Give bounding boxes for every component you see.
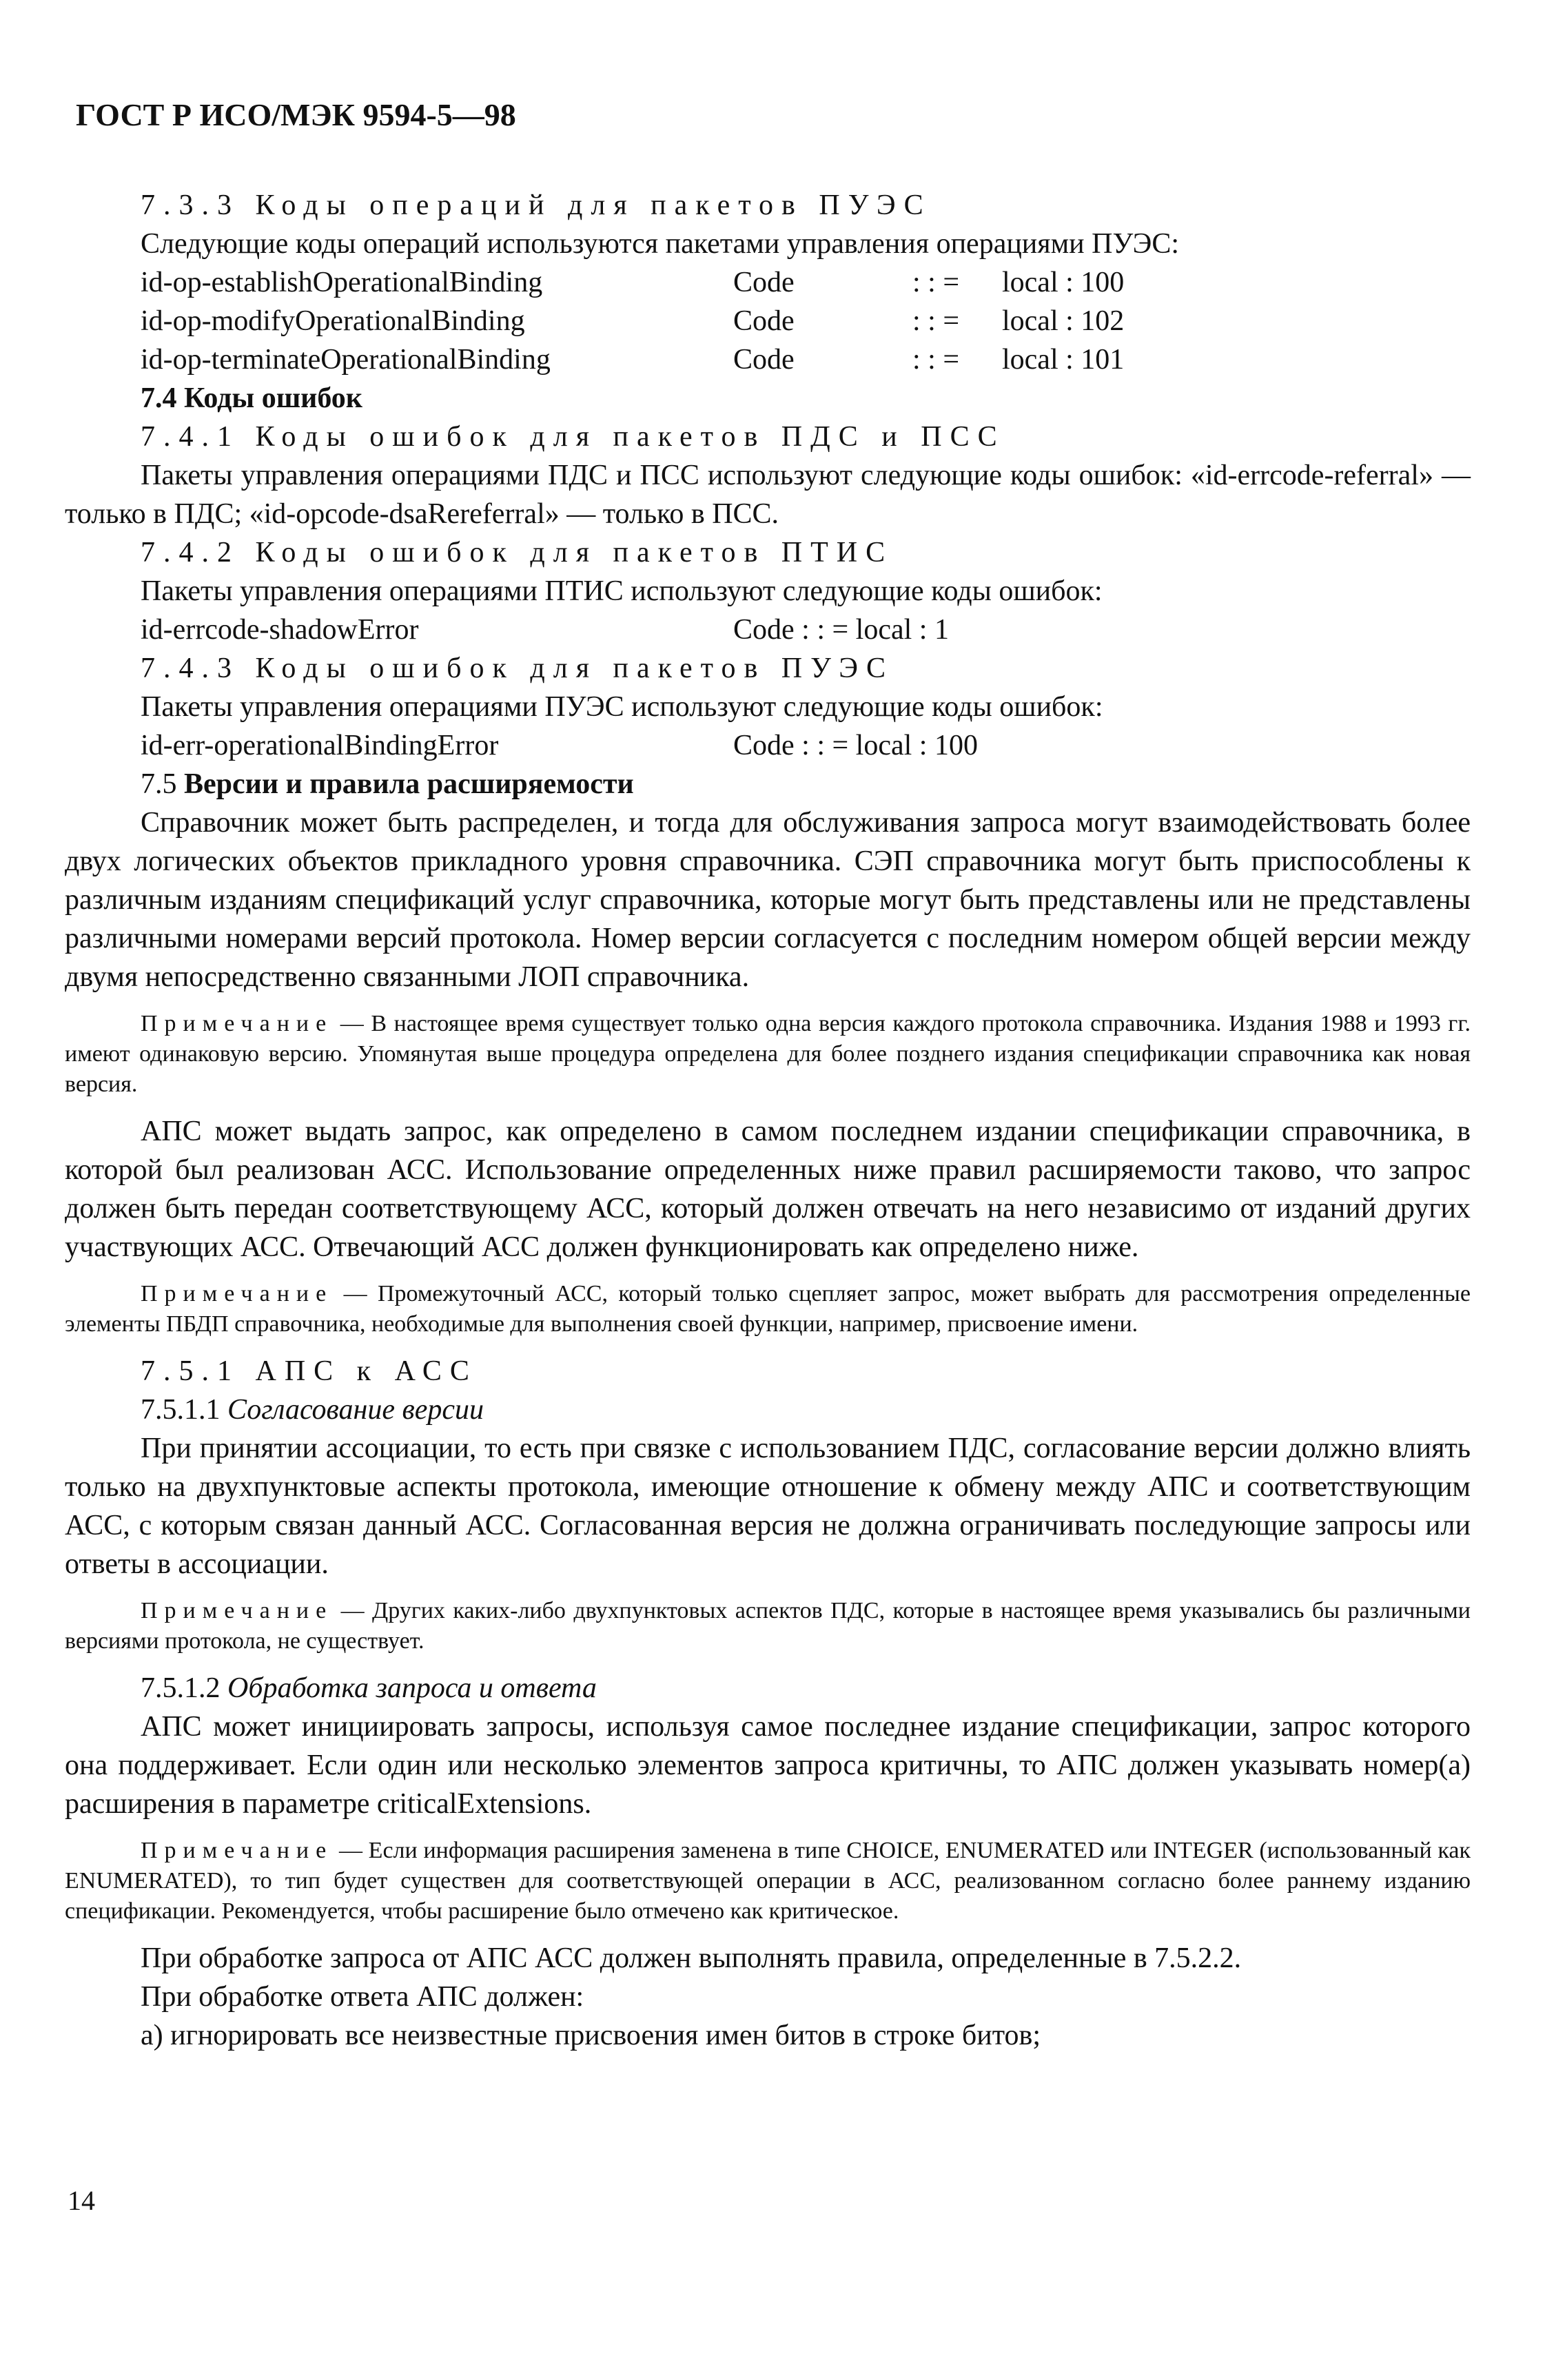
code-value: local : 100 <box>1002 267 1125 298</box>
code-type: Code <box>733 305 795 337</box>
note <box>65 1009 1471 1100</box>
paragraph: АПС может инициировать запросы, используя самое последнее издание спецификации, запрос которого она поддерживает. Если один или несколько элементов запроса критичны, то АПС должен указывать номер(а) расширения в параметре criticalExtensions. <box>65 1711 1471 1820</box>
section-7-4-1-text: Пакеты управления операциями ПДС и ПСС используют следующие коды ошибок: «id-errcode-referral» — только в ПДС; «id-opcode-dsaRereferral» — только в ПСС. <box>65 460 1471 530</box>
code-name: id-op-modifyOperationalBinding <box>141 305 525 337</box>
note-text: — Других каких-либо двухпунктовых аспектов ПДС, которые в настоящее время указывались бы различными версиями протокола, не существует. <box>65 1598 1471 1654</box>
code-row <box>65 340 1471 379</box>
section-7-3-3-title: 7.3.3 Коды операций для пакетов ПУЭС <box>141 189 932 221</box>
section-number: 7.5 <box>141 768 177 800</box>
page-content <box>65 186 1471 2055</box>
section-7-5-1-2-title: Обработка запроса и ответа <box>227 1672 597 1704</box>
note-label: Примечание <box>141 1281 334 1306</box>
note-text: — В настоящее время существует только одна версия каждого протокола справочника. Издания 1988 и 1993 гг. имеют одинаковую версию. Упомянутая выше процедура определена для более позднего издания спецификации справочника как новая версия. <box>65 1011 1471 1097</box>
note-label: Примечание <box>141 1011 334 1036</box>
code-operator: : : = <box>912 344 960 376</box>
code-operator: : : = <box>912 305 960 337</box>
code-value: local : 102 <box>1002 305 1125 337</box>
note <box>65 1279 1471 1340</box>
paragraph: При обработке ответа АПС должен: <box>141 1981 584 2013</box>
section-7-4-3-title: 7.4.3 Коды ошибок для пакетов ПУЭС <box>141 653 894 684</box>
code-value: Code : : = local : 100 <box>733 730 978 761</box>
paragraph: Справочник может быть распределен, и тогда для обслуживания запроса могут взаимодействовать более двух логических объектов прикладного уровня справочника. СЭП справочника могут быть приспособлены к различным изданиям спецификаций услуг справочника, которые могут быть представлены или не представлены различными номерами версий протокола. Номер версии согласуется с последним номером общей версии между двумя непосредственно связанными ЛОП справочника. <box>65 807 1471 993</box>
section-7-4-2-text: Пакеты управления операциями ПТИС используют следующие коды ошибок: <box>141 575 1103 607</box>
section-7-3-3-intro: Следующие коды операций используются пакетами управления операциями ПУЭС: <box>141 228 1180 260</box>
section-7-4-2-title: 7.4.2 Коды ошибок для пакетов ПТИС <box>141 537 894 568</box>
code-name: id-op-terminateOperationalBinding <box>141 344 551 376</box>
page-number: 14 <box>68 2185 95 2216</box>
code-name: id-err-operationalBindingError <box>141 730 499 761</box>
section-7-5-1-1-title: Согласование версии <box>227 1394 484 1426</box>
section-7-4-1-title: 7.4.1 Коды ошибок для пакетов ПДС и ПСС <box>141 421 1005 453</box>
paragraph: АПС может выдать запрос, как определено в самом последнем издании спецификации справочника, в которой был реализован АСС. Использование определенных ниже правил расширяемости таково, что запрос должен быть передан соответствующему АСС, который должен отвечать на него независимо от изданий других участвующих АСС. Отвечающий АСС должен функционировать как определено ниже. <box>65 1116 1471 1263</box>
paragraph: При принятии ассоциации, то есть при связке с использованием ПДС, согласование версии должно влиять только на двухпунктовые аспекты протокола, имеющие отношение к обмену между АПС и соответствующим АСС, с которым связан данный АСС. Согласованная версия не должна ограничивать последующие запросы или ответы в ассоциации. <box>65 1433 1471 1580</box>
section-7-5-1-title: 7.5.1 АПС к АСС <box>141 1355 478 1387</box>
note-label: Примечание <box>141 1598 334 1623</box>
section-7-5-1-1-heading <box>65 1391 1471 1429</box>
code-row <box>65 726 1471 765</box>
code-value: Code : : = local : 1 <box>733 614 949 646</box>
code-value: local : 101 <box>1002 344 1125 376</box>
page-header: ГОСТ Р ИСО/МЭК 9594-5—98 <box>76 97 516 132</box>
code-type: Code <box>733 344 795 376</box>
note-text: — Если информация расширения заменена в типе CHOICE, ENUMERATED или INTEGER (использованный как ENUMERATED), то тип будет существен для соответствующей операции в АСС, реализованном согласно более раннему изданию спецификации. Рекомендуется, чтобы расширение было отмечено как критическое. <box>65 1838 1471 1924</box>
section-7-5-heading <box>65 765 1471 803</box>
code-row <box>65 302 1471 340</box>
code-operator: : : = <box>912 267 960 298</box>
section-7-5-title: Версии и правила расширяемости <box>184 768 634 800</box>
section-number: 7.5.1.1 <box>141 1394 221 1426</box>
code-name: id-errcode-shadowError <box>141 614 419 646</box>
note <box>65 1836 1471 1927</box>
section-7-5-1-2-heading <box>65 1669 1471 1707</box>
section-7-4-title: 7.4 Коды ошибок <box>141 382 362 414</box>
code-name: id-op-establishOperationalBinding <box>141 267 543 298</box>
list-item: а) игнорировать все неизвестные присвоения имен битов в строке битов; <box>141 2020 1041 2051</box>
code-row <box>65 263 1471 302</box>
code-row <box>65 611 1471 649</box>
code-type: Code <box>733 267 795 298</box>
section-number: 7.5.1.2 <box>141 1672 221 1704</box>
note-text: — Промежуточный АСС, который только сцепляет запрос, может выбрать для рассмотрения определенные элементы ПБДП справочника, необходимые для выполнения своей функции, например, присвоение имени. <box>65 1281 1471 1337</box>
paragraph: При обработке запроса от АПС АСС должен выполнять правила, определенные в 7.5.2.2. <box>141 1942 1242 1974</box>
note-label: Примечание <box>141 1838 334 1863</box>
section-7-4-3-text: Пакеты управления операциями ПУЭС используют следующие коды ошибок: <box>141 691 1103 723</box>
note <box>65 1596 1471 1656</box>
